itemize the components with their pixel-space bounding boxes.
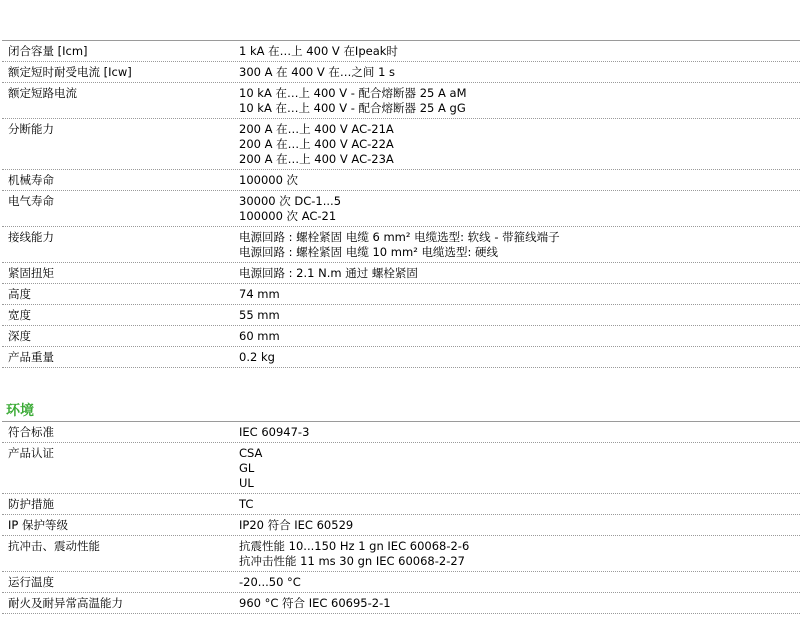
spec-value-line: 0.2 kg (239, 350, 275, 364)
spec-row (2, 170, 800, 191)
spec-value-line: -20...50 °C (239, 575, 301, 589)
spec-value (239, 497, 800, 512)
spec-label: 机械寿命 (8, 173, 54, 187)
spec-label: 耐火及耐异常高温能力 (8, 596, 123, 610)
spec-value-line: 100000 次 AC-21 (239, 209, 337, 223)
spec-row (2, 326, 800, 347)
spec-row (2, 284, 800, 305)
spec-value-line: IEC 60947-3 (239, 425, 310, 439)
spec-value-line: GL (239, 461, 255, 475)
spec-row (2, 593, 800, 614)
spec-value-line: 74 mm (239, 287, 280, 301)
spec-value-line: TC (239, 497, 254, 511)
spec-value-line: 60 mm (239, 329, 280, 343)
spec-value-line: 200 A 在…上 400 V AC-21A (239, 122, 394, 136)
spec-value (239, 350, 800, 365)
spec-value-line: 30000 次 DC-1...5 (239, 194, 342, 208)
spec-value (239, 86, 800, 116)
spec-row (2, 119, 800, 170)
spec-value-line: 300 A 在 400 V 在…之间 1 s (239, 65, 396, 79)
spec-row (2, 263, 800, 284)
spec-value-line: 55 mm (239, 308, 280, 322)
section-title-environment: 环境 (6, 403, 34, 419)
spec-row (2, 421, 800, 443)
spec-value-line: 电源回路 : 螺栓紧固 电缆 6 mm² 电缆选型: 软线 - 带箍线端子 (239, 230, 560, 244)
spec-label: 运行温度 (8, 575, 54, 589)
spec-value (239, 44, 800, 59)
spec-row (2, 572, 800, 593)
spec-label: 高度 (8, 287, 31, 301)
spec-value-line: 电源回路 : 2.1 N.m 通过 螺栓紧固 (239, 266, 418, 280)
spec-row (2, 515, 800, 536)
spec-label: 符合标准 (8, 425, 54, 439)
spec-value (239, 308, 800, 323)
spec-label: 宽度 (8, 308, 31, 322)
spec-value (239, 194, 800, 224)
spec-value (239, 596, 800, 611)
spec-value-line: 抗震性能 10...150 Hz 1 gn IEC 60068-2-6 (239, 539, 470, 553)
spec-value-line: 电源回路 : 螺栓紧固 电缆 10 mm² 电缆选型: 硬线 (239, 245, 498, 259)
spec-value (239, 425, 800, 440)
spec-row (2, 227, 800, 263)
spec-value-line: 10 kA 在…上 400 V - 配合熔断器 25 A gG (239, 101, 466, 115)
spec-row (2, 40, 800, 62)
spec-value-line: UL (239, 476, 254, 490)
spec-value-line: 960 °C 符合 IEC 60695-2-1 (239, 596, 391, 610)
spec-label: 额定短时耐受电流 [Icw] (8, 65, 132, 79)
spec-row (2, 494, 800, 515)
spec-label: 紧固扭矩 (8, 266, 54, 280)
spec-value (239, 266, 800, 281)
spec-label: 额定短路电流 (8, 86, 77, 100)
spec-row (2, 305, 800, 326)
spec-value (239, 329, 800, 344)
spec-value (239, 446, 800, 491)
spec-value-line: 抗冲击性能 11 ms 30 gn IEC 60068-2-27 (239, 554, 466, 568)
spec-value (239, 230, 800, 260)
spec-value (239, 65, 800, 80)
spec-row (2, 191, 800, 227)
spec-row (2, 536, 800, 572)
spec-table-environment (2, 421, 800, 614)
spec-row (2, 347, 800, 368)
spec-value-line: 1 kA 在…上 400 V 在Ipeak时 (239, 44, 398, 58)
spec-value (239, 173, 800, 188)
spec-label: 防护措施 (8, 497, 54, 511)
spec-label: 分断能力 (8, 122, 54, 136)
spec-label: 产品认证 (8, 446, 54, 460)
spec-label: 闭合容量 [Icm] (8, 44, 88, 58)
spec-value-line: 10 kA 在…上 400 V - 配合熔断器 25 A aM (239, 86, 467, 100)
spec-value-line: 100000 次 (239, 173, 299, 187)
spec-label: 深度 (8, 329, 31, 343)
spec-label: 抗冲击、震动性能 (8, 539, 100, 553)
spec-label: IP 保护等级 (8, 518, 68, 532)
spec-value (239, 122, 800, 167)
spec-row (2, 443, 800, 494)
spec-label: 接线能力 (8, 230, 54, 244)
spec-row (2, 62, 800, 83)
spec-row (2, 83, 800, 119)
spec-value (239, 575, 800, 590)
spec-value-line: 200 A 在…上 400 V AC-22A (239, 137, 394, 151)
spec-label: 产品重量 (8, 350, 54, 364)
spec-value (239, 518, 800, 533)
spec-value-line: CSA (239, 446, 263, 460)
spec-table-main (2, 40, 800, 368)
spec-value (239, 287, 800, 302)
spec-value (239, 539, 800, 569)
spec-label: 电气寿命 (8, 194, 54, 208)
spec-value-line: IP20 符合 IEC 60529 (239, 518, 354, 532)
spec-value-line: 200 A 在…上 400 V AC-23A (239, 152, 394, 166)
